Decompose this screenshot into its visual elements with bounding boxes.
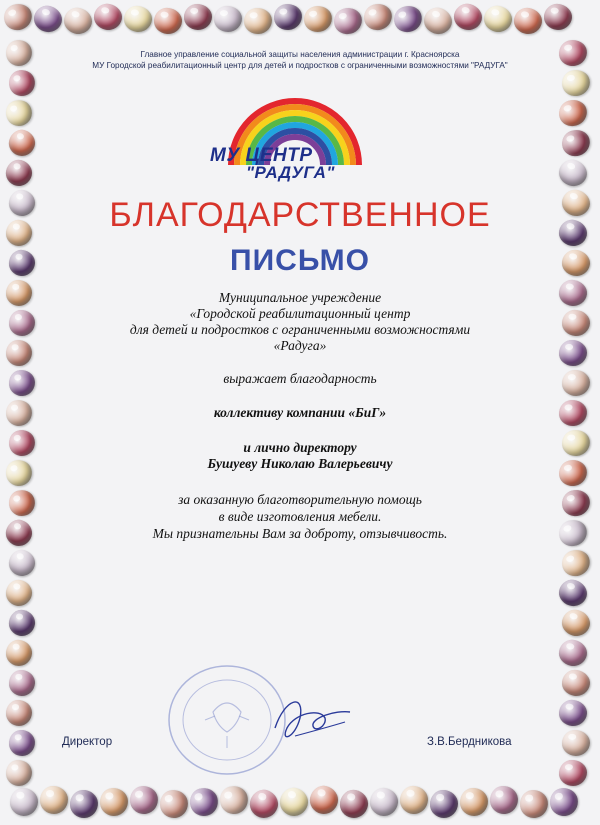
gem-stone [273,2,304,31]
gem-stone [122,4,153,34]
gem-stone [6,700,32,726]
gem-stone [6,547,38,579]
gem-stone [8,729,35,756]
org-line-3: для детей и подростков с ограниченными возможностями [129,322,471,337]
gem-stone [69,789,98,818]
gem-stone [559,126,594,159]
gem-stone [2,96,35,129]
gem-stone [562,730,591,757]
gem-stone [489,785,519,815]
gem-stone [560,67,593,98]
gem-stone [277,785,312,820]
gem-stone [99,787,130,818]
gem-stone [302,4,334,34]
gem-stone [4,578,35,609]
gem-stone [361,1,395,34]
gem-stone [558,546,593,580]
gem-stone [216,782,251,817]
gem-stone [559,760,587,786]
gem-stone [92,2,124,33]
thanks-line-1: за оказанную благотворительную помощь [178,492,422,507]
gem-stone [460,788,489,817]
gem-stone [558,699,588,727]
gem-stone [338,788,370,820]
recipient-text: коллективу компании «БиГ» [213,405,387,420]
gem-stone [61,5,94,37]
gem-stone [0,0,35,34]
gem-stone [391,2,426,36]
gem-stone [6,127,38,159]
gem-stone [556,97,590,129]
rainbow-logo [200,95,370,190]
gem-stone [157,787,190,820]
header-line-2: МУ Городской реабилитационный центр для детей и подростков с ограниченными возможностями "РАДУГА" [92,61,508,70]
logo-text-line2: "РАДУГА" [246,163,335,182]
header-line-1: Главное управление социальной защиты населения администрации г. Красноярска [140,50,460,59]
director-signature [265,688,355,748]
thanks-line-2: в виде изготовления мебели. [218,509,382,524]
org-line-4: «Радуга» [273,338,327,353]
expresses-text: выражает благодарность [223,371,377,386]
gem-stone [421,4,456,37]
gem-stone [307,783,341,817]
gem-stone [214,6,242,32]
gem-stone [246,786,282,822]
logo-text-line1: МУ ЦЕНТР [210,145,313,166]
gem-stone [128,784,160,816]
gem-stone [3,157,35,189]
gem-stone [8,669,35,696]
gem-stone [6,67,38,99]
gem-stone [31,2,65,35]
gem-stone [243,7,273,35]
gem-stone [451,1,485,33]
gem-stone [518,788,550,820]
gem-stone [548,786,581,819]
thanks-line-3: Мы признательны Вам за доброту, отзывчивость. [152,526,448,541]
gem-stone [512,6,544,36]
footer-signer: З.В.Бердникова [427,736,512,748]
gem-stone [543,3,574,32]
gem-stone [560,668,591,698]
gem-stone [153,7,183,35]
director-name-text: Бушуеву Николаю Валерьевичу [207,456,393,471]
gem-stone [7,608,37,638]
gem-stone [40,786,68,814]
gem-stone [184,4,213,31]
gem-stone [556,576,590,609]
gem-stone [399,785,429,815]
org-line-2: «Городской реабилитационный центр [189,306,411,321]
gem-stone [482,3,515,34]
footer-position: Директор [62,736,113,748]
gem-stone [557,638,589,669]
gem-stone [5,639,34,668]
title-line-1: БЛАГОДАРСТВЕННОЕ [109,196,491,234]
gem-stone [331,5,364,37]
gem-stone [187,785,221,819]
gem-stone [430,790,458,818]
director-intro-text: и лично директору [243,440,357,455]
gem-stone [368,786,399,817]
gem-stone [559,607,592,639]
gem-stone [556,156,591,190]
gem-stone [5,759,34,788]
org-line-1: Муниципальное учреждение [218,290,382,305]
gem-stone [9,787,38,816]
title-line-2: ПИСЬМО [230,244,370,277]
